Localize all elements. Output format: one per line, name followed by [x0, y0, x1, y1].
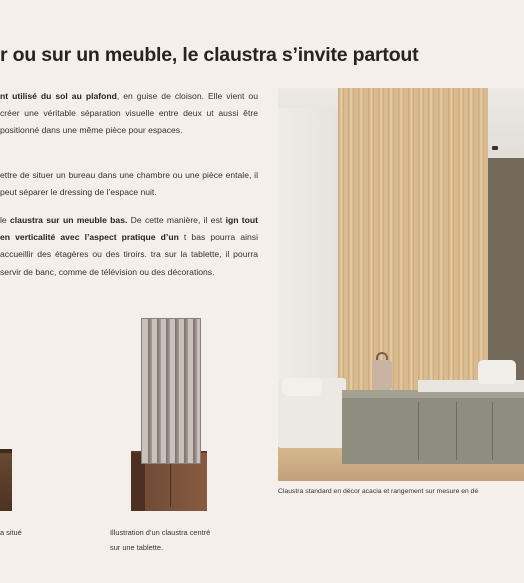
bold-text: ign tout en verticalité avec l’aspect pratique d’un	[0, 215, 258, 243]
wood-slat	[368, 88, 374, 398]
ceiling-spotlight-icon	[492, 146, 498, 150]
wood-slat	[358, 88, 364, 398]
wood-slat	[468, 88, 474, 398]
text-run: De cette manière, il est	[127, 215, 226, 225]
panel-slat	[148, 319, 152, 463]
wood-slat	[458, 88, 464, 398]
left-illustration-cabinet	[0, 449, 12, 511]
photo-storage-bench	[342, 394, 524, 464]
paragraph-2	[0, 167, 258, 201]
panel-slat	[175, 319, 179, 463]
photo-sofa-cushion	[282, 378, 322, 396]
bench-door-seam	[418, 402, 419, 460]
wood-slat	[408, 88, 414, 398]
panel-slat	[193, 319, 197, 463]
text-run: t bas pourra ainsi accueillir des étagères ou des tiroirs. tra sur la tablette, il pourra servir de banc, comme de télévision ou des décorations.	[0, 232, 258, 277]
wood-slat	[348, 88, 354, 398]
illustration-claustra-panel	[141, 318, 201, 464]
wood-slat	[428, 88, 434, 398]
panel-slat	[184, 319, 188, 463]
bold-text: nt utilisé du sol au plafond	[0, 91, 117, 101]
interior-photo	[278, 88, 524, 481]
text-run: le	[0, 215, 10, 225]
bench-door-seam	[492, 402, 493, 460]
bench-door-seam	[456, 402, 457, 460]
left-illustration-cap	[0, 449, 12, 453]
wood-slat	[418, 88, 424, 398]
wood-slat	[398, 88, 404, 398]
photo-handbag	[372, 360, 392, 390]
paragraph-1	[0, 88, 258, 140]
wood-slat	[448, 88, 454, 398]
caption-photo: Claustra standard en décor acacia et rangement sur mesure en dé	[278, 488, 479, 495]
illustration-cabinet-seam	[170, 457, 171, 507]
bold-text: claustra sur un meuble bas.	[10, 215, 128, 225]
wood-slat	[438, 88, 444, 398]
text-run: , en guise de cloison. Elle vient ou créer une véritable séparation visuelle entre deux ut aussi être positionné dans une même pièce pour espaces.	[0, 91, 258, 136]
panel-slat	[157, 319, 161, 463]
photo-pillow	[478, 360, 516, 384]
wood-slat	[478, 88, 484, 398]
caption-middle-illustration: Illustration d’un claustra centré sur une tablette.	[110, 528, 211, 552]
wood-slat	[338, 88, 344, 398]
text-run: ettre de situer un bureau dans une chambre ou une pièce entale, il peut séparer le dressing de l’espace nuit.	[0, 170, 258, 198]
wood-slat	[388, 88, 394, 398]
paragraph-3	[0, 212, 258, 281]
photo-acacia-claustra	[338, 88, 488, 398]
photo-left-wall	[278, 108, 340, 388]
section-title: r ou sur un meuble, le claustra s’invite partout	[0, 44, 419, 66]
panel-slat	[166, 319, 170, 463]
caption-left-illustration: a situé	[0, 528, 22, 537]
